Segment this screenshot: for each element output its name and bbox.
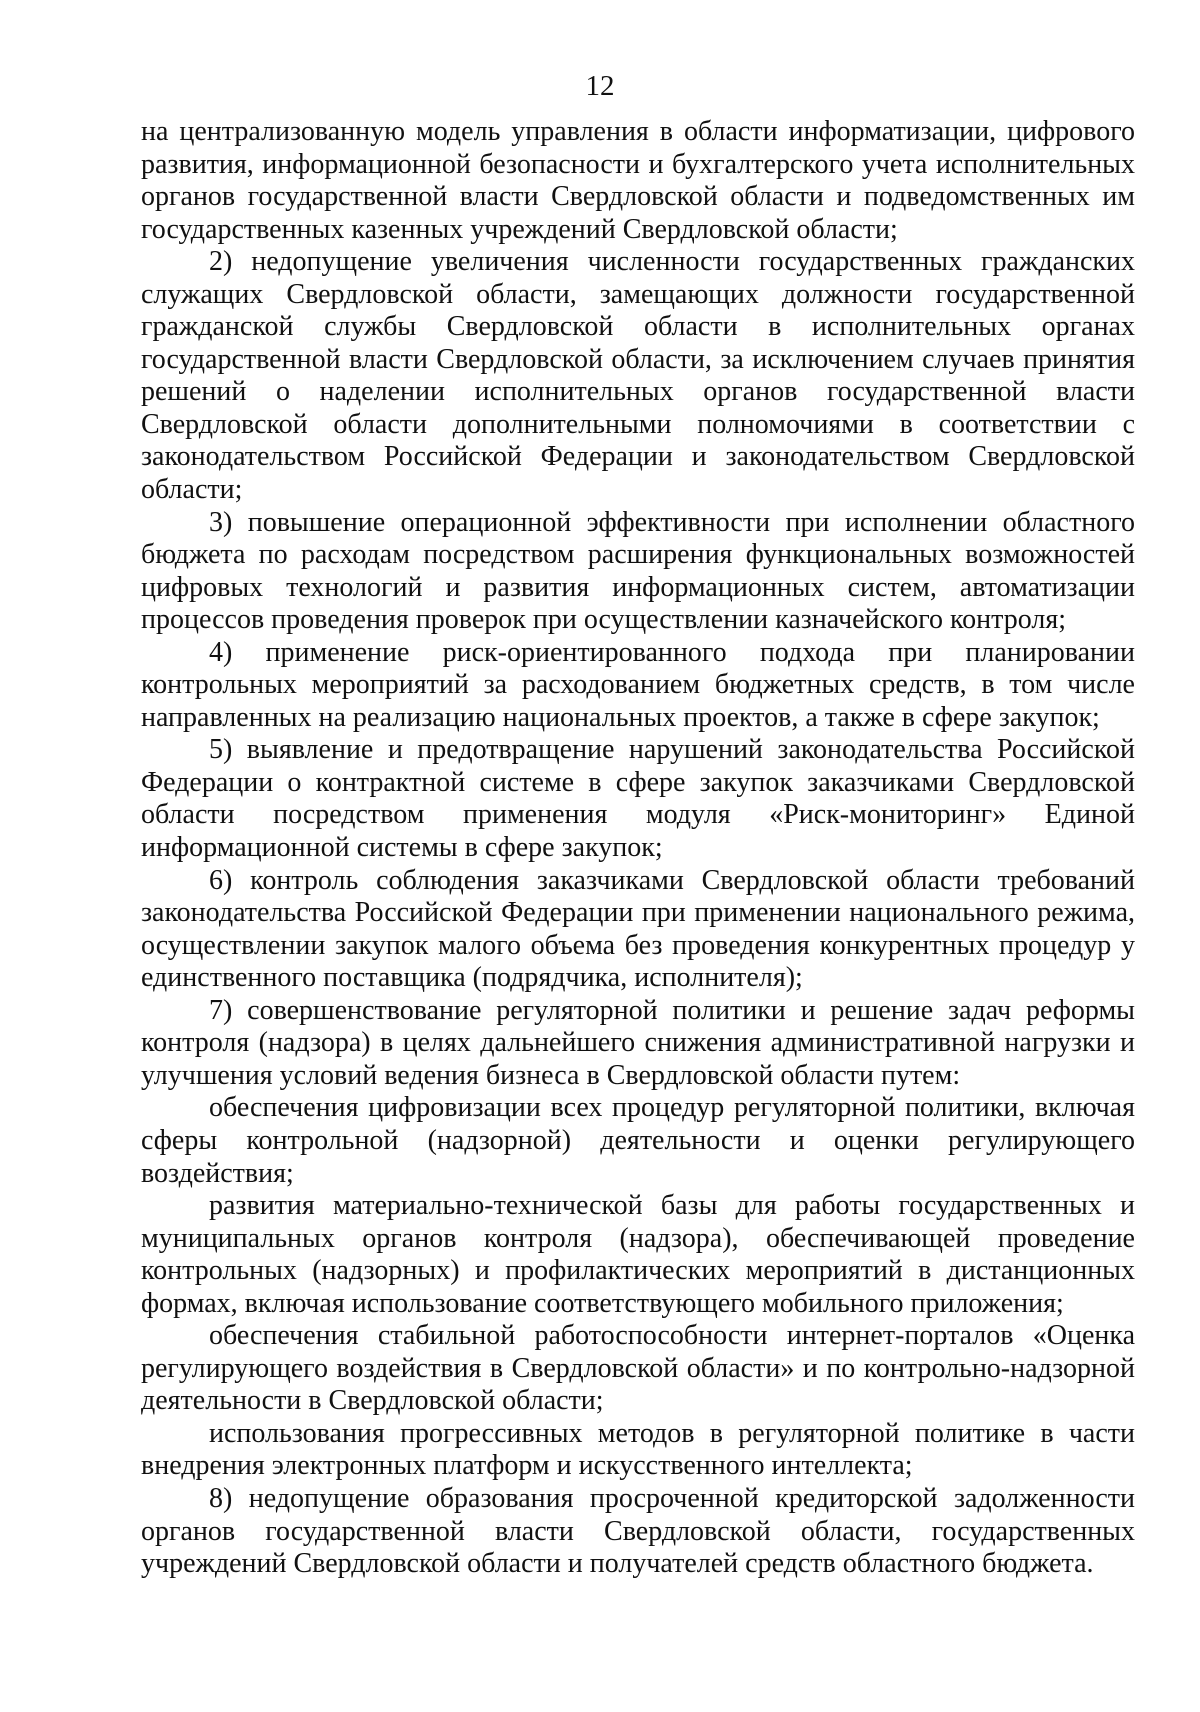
paragraph-item-3: 3) повышение операционной эффективности при исполнении областного бюджета по расходам посредством расширения функциональных возможностей цифровых технологий и развития информационных систем, автоматизации процессов проведения проверок при осуществлении казначейского контроля; — [141, 506, 1135, 636]
paragraph-item-5: 5) выявление и предотвращение нарушений законодательства Российской Федерации о контрактной системе в сфере закупок заказчиками Свердловской области посредством применения модуля «Риск-мониторинг» Единой информационной системы в сфере закупок; — [141, 734, 1135, 864]
paragraph-subitem-digitalization: обеспечения цифровизации всех процедур регуляторной политики, включая сферы контрольной (надзорной) деятельности и оценки регулирующего воздействия; — [141, 1092, 1135, 1189]
page-number: 12 — [585, 70, 615, 102]
paragraph-subitem-progressive-methods: использования прогрессивных методов в регуляторной политике в части внедрения электронных платформ и искусственного интеллекта; — [141, 1417, 1135, 1482]
paragraph-item-7: 7) совершенствование регуляторной политики и решение задач реформы контроля (надзора) в целях дальнейшего снижения административной нагрузки и улучшения условий ведения бизнеса в Свердловской области путем: — [141, 994, 1135, 1091]
paragraph-item-4: 4) применение риск-ориентированного подхода при планировании контрольных мероприятий за расходованием бюджетных средств, в том числе направленных на реализацию национальных проектов, а также в сфере закупок; — [141, 636, 1135, 733]
paragraph-continuation: на централизованную модель управления в области информатизации, цифрового развития, информационной безопасности и бухгалтерского учета исполнительных органов государственной власти Свердловской области и подведомственных им государственных казенных учреждений Свердловской области; — [141, 116, 1135, 245]
document-body — [141, 116, 1135, 1581]
paragraph-item-2: 2) недопущение увеличения численности государственных гражданских служащих Свердловской области, замещающих должности государственной гражданской службы Свердловской области в исполнительных органах государственной власти Свердловской области, за исключением случаев принятия решений о наделении исполнительных органов государственной власти Свердловской области дополнительными полномочиями в соответствии с законодательством Российской Федерации и законодательством Свердловской области; — [141, 246, 1135, 506]
paragraph-item-6: 6) контроль соблюдения заказчиками Свердловской области требований законодательства Российской Федерации при применении национального режима, осуществлении закупок малого объема без проведения конкурентных процедур у единственного поставщика (подрядчика, исполнителя); — [141, 864, 1135, 994]
paragraph-item-8: 8) недопущение образования просроченной кредиторской задолженности органов государственной власти Свердловской области, государственных учреждений Свердловской области и получателей средств областного бюджета. — [141, 1482, 1135, 1580]
paragraph-subitem-portals: обеспечения стабильной работоспособности интернет-порталов «Оценка регулирующего воздействия в Свердловской области» и по контрольно-надзорной деятельности в Свердловской области; — [141, 1320, 1135, 1417]
paragraph-subitem-material-base: развития материально-технической базы для работы государственных и муниципальных органов контроля (надзора), обеспечивающей проведение контрольных (надзорных) и профилактических мероприятий в дистанционных формах, включая использование соответствующего мобильного приложения; — [141, 1190, 1135, 1319]
